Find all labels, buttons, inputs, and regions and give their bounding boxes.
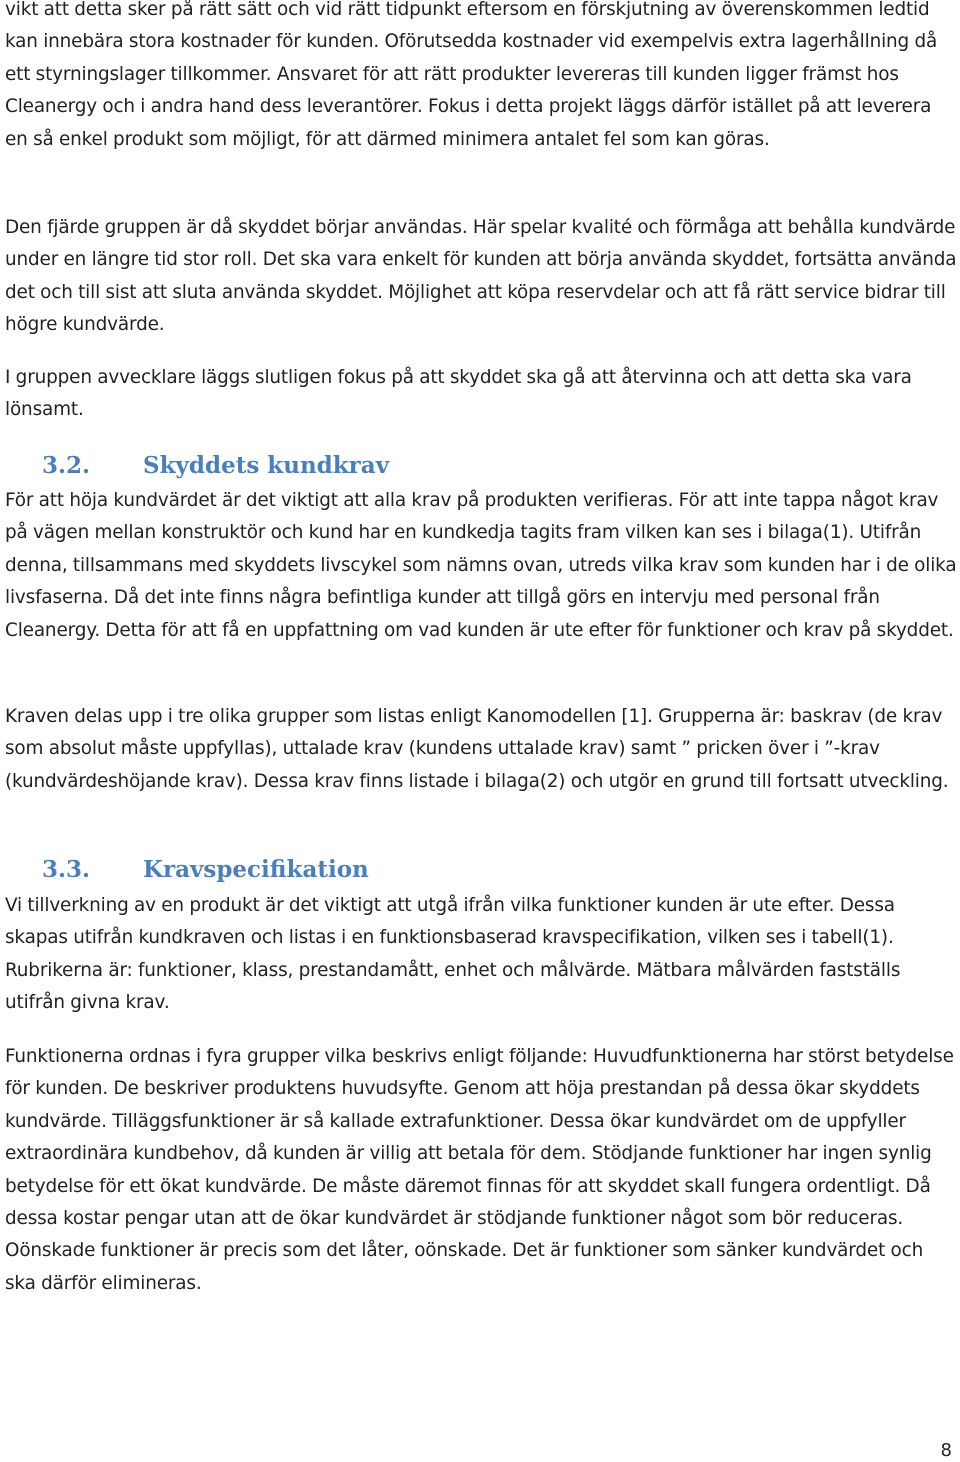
page-number: 8 (940, 1440, 952, 1461)
section-heading-3-3 (42, 856, 369, 883)
paragraph-kano-model: Kraven delas upp i tre olika grupper som listas enligt Kanomodellen [1]. Grupperna är: baskrav (de krav som absolut måste uppfyllas), uttalade krav (kundens uttalade krav) samt ” pricken över i ”-krav (kundvärdeshöjande krav). Dessa krav finns listade i bilaga(2) och utgör en grund till fortsatt utveckling. (5, 706, 949, 792)
paragraph-specification: Vi tillverkning av en produkt är det viktigt att utgå ifrån vilka funktioner kunden är ute efter. Dessa skapas utifrån kundkraven och listas i en funktionsbaserad kravspecifikation, vilken ses i tabell(1). Rubrikerna är: funktioner, klass, prestandamått, enhet och målvärde. Mätbara målvärden fastställs utifrån givna krav. (5, 895, 901, 1014)
paragraph-fourth-group: Den fjärde gruppen är då skyddet börjar användas. Här spelar kvalité och förmåga att behålla kundvärde under en längre tid stor roll. Det ska vara enkelt för kunden att börja använda skyddet, fortsätta använda det och till sist att sluta använda skyddet. Möjlighet att köpa reservdelar och att få rätt service bidrar till högre kundvärde. (5, 217, 957, 336)
paragraph-customer-requirements: För att höja kundvärdet är det viktigt att alla krav på produkten verifieras. För att inte tappa något krav på vägen mellan konstruktör och kund har en kundkedja tagits fram vilken kan ses i bilaga(1). Utifrån denna, tillsammans med skyddets livscykel som nämns ovan, utreds vilka krav som kunden har i de olika livsfaserna. Då det inte finns några befintliga kunder att tillgå görs en intervju med personal från Cleanergy. Detta för att få en uppfattning om vad kunden är ute efter för funktioner och krav på skyddet. (5, 490, 957, 641)
section-heading-3-2 (42, 452, 389, 479)
section-number: 3.2. (42, 452, 91, 479)
paragraph-decommissioners: I gruppen avvecklare läggs slutligen fokus på att skyddet ska gå att återvinna och att detta ska vara lönsamt. (5, 367, 912, 421)
section-title: Skyddets kundkrav (143, 452, 390, 479)
section-title: Kravspecifikation (143, 856, 369, 883)
paragraph-function-groups: Funktionerna ordnas i fyra grupper vilka beskrivs enligt följande: Huvudfunktionerna har störst betydelse för kunden. De beskriver produktens huvudsyfte. Genom att höja prestandan på dessa ökar skyddets kundvärde. Tilläggsfunktioner är så kallade extrafunktioner. Dessa ökar kundvärdet om de uppfyller extraordinära kundbehov, då kunden är villig att betala för dem. Stödjande funktioner har ingen synlig betydelse för ett ökat kundvärde. De måste däremot finnas för att skyddet skall fungera ordentligt. Då dessa kostar pengar utan att de ökar kundvärdet är stödjande funktioner något som bör reduceras. Oönskade funktioner är precis som det låter, oönskade. Det är funktioner som sänker kundvärdet och ska därför elimineras. (5, 1046, 954, 1294)
paragraph-intro: vikt att detta sker på rätt sätt och vid rätt tidpunkt eftersom en förskjutning av överenskommen ledtid kan innebära stora kostnader för kunden. Oförutsedda kostnader vid exempelvis extra lagerhållning då ett styrningslager tillkommer. Ansvaret för att rätt produkter levereras till kunden ligger främst hos Cleanergy och i andra hand dess leverantörer. Fokus i detta projekt läggs därför istället på att leverera en så enkel produkt som möjligt, för att därmed minimera antalet fel som kan göras. (5, 0, 938, 150)
section-number: 3.3. (42, 856, 91, 883)
